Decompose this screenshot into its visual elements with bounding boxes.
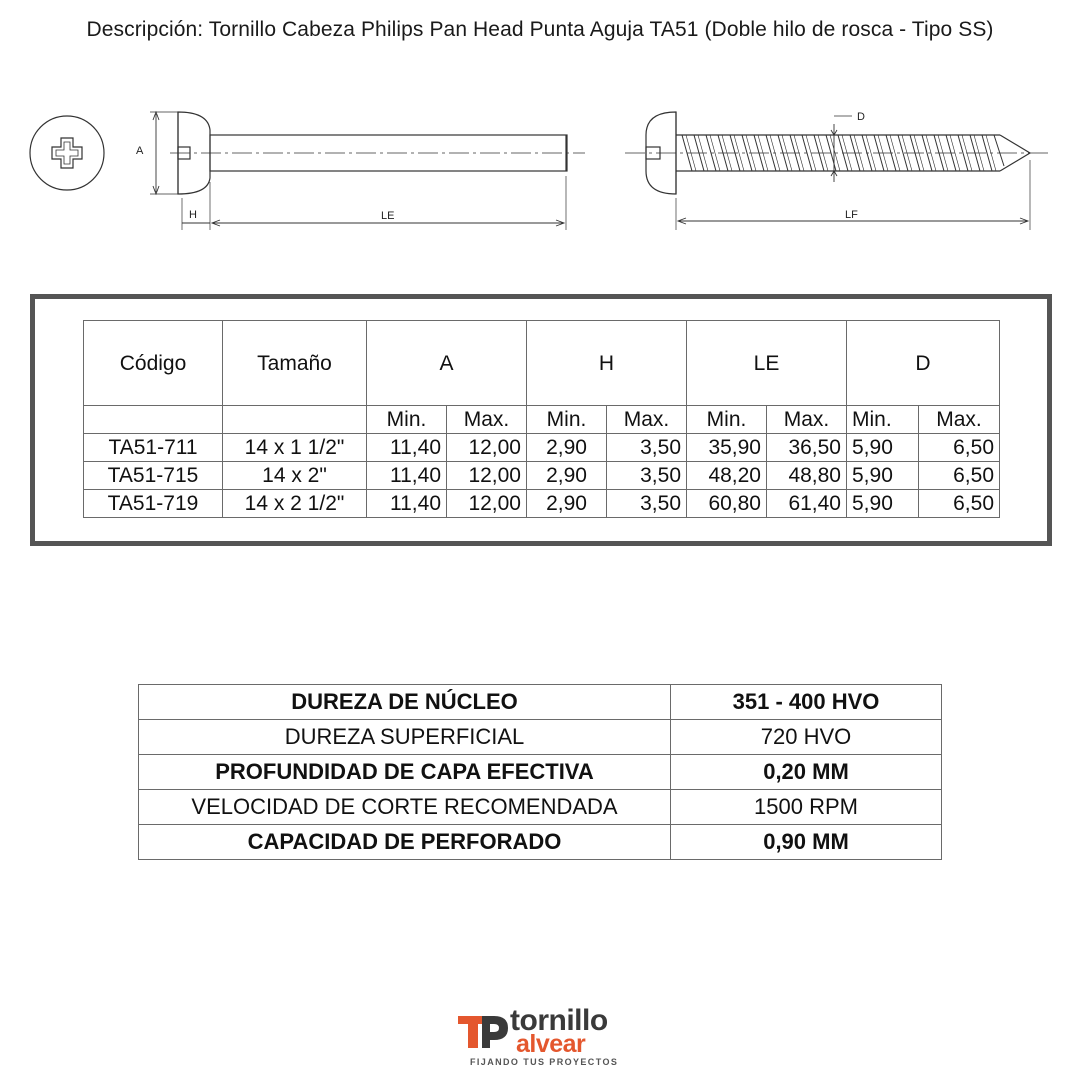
cell-h-max: 3,50	[607, 462, 687, 490]
subheader-min: Min.	[367, 406, 447, 434]
screw-technical-drawing	[0, 90, 1080, 260]
table-row	[139, 790, 942, 825]
cell-d-min: 5,90	[847, 434, 919, 462]
page-title: Descripción: Tornillo Cabeza Philips Pan Head Punta Aguja TA51 (Doble hilo de rosca - Tipo SS)	[86, 18, 994, 41]
header-h: H	[527, 321, 687, 406]
cell-h-max: 3,50	[607, 434, 687, 462]
header-tamano: Tamaño	[223, 321, 367, 406]
table-row	[139, 685, 942, 720]
subheader-min: Min.	[847, 406, 919, 434]
property-value: 351 - 400 HVO	[671, 685, 942, 720]
cell-h-max: 3,50	[607, 490, 687, 518]
table-row	[84, 434, 1000, 462]
label-a: A	[136, 145, 144, 157]
screw-side-view	[150, 112, 585, 230]
dimensions-frame	[30, 294, 1052, 546]
property-value: 0,90 MM	[671, 825, 942, 860]
cell-a-min: 11,40	[367, 434, 447, 462]
cell-a-max: 12,00	[447, 462, 527, 490]
label-le: LE	[381, 210, 395, 222]
cell-d-min: 5,90	[847, 490, 919, 518]
cell-le-min: 35,90	[687, 434, 767, 462]
subheader-empty	[84, 406, 223, 434]
subheader-max: Max.	[767, 406, 847, 434]
property-label: DUREZA SUPERFICIAL	[139, 720, 671, 755]
table-row	[84, 490, 1000, 518]
properties-table	[138, 684, 942, 860]
property-label: PROFUNDIDAD DE CAPA EFECTIVA	[139, 755, 671, 790]
table-row	[139, 755, 942, 790]
subheader-min: Min.	[687, 406, 767, 434]
cell-d-max: 6,50	[919, 490, 1000, 518]
dimensions-table	[83, 320, 1000, 518]
property-value: 0,20 MM	[671, 755, 942, 790]
cell-h-min: 2,90	[527, 490, 607, 518]
subheader-max: Max.	[919, 406, 1000, 434]
cell-le-max: 48,80	[767, 462, 847, 490]
subheader-empty	[223, 406, 367, 434]
cell-codigo: TA51-711	[84, 434, 223, 462]
cell-a-max: 12,00	[447, 434, 527, 462]
cell-le-max: 61,40	[767, 490, 847, 518]
cell-le-min: 48,20	[687, 462, 767, 490]
header-le: LE	[687, 321, 847, 406]
cell-tamano: 14 x 2"	[223, 462, 367, 490]
property-label: DUREZA DE NÚCLEO	[139, 685, 671, 720]
logo-mark-icon	[458, 1014, 510, 1050]
property-value: 1500 RPM	[671, 790, 942, 825]
cell-le-min: 60,80	[687, 490, 767, 518]
logo-word-top: tornillo	[510, 1004, 608, 1037]
cell-d-max: 6,50	[919, 434, 1000, 462]
label-lf: LF	[845, 209, 858, 221]
cell-le-max: 36,50	[767, 434, 847, 462]
property-label: VELOCIDAD DE CORTE RECOMENDADA	[139, 790, 671, 825]
logo-word-bottom: alvear	[516, 1030, 586, 1058]
property-value: 720 HVO	[671, 720, 942, 755]
cell-codigo: TA51-715	[84, 462, 223, 490]
header-d: D	[847, 321, 1000, 406]
head-top-view	[30, 116, 104, 190]
header-a: A	[367, 321, 527, 406]
cell-tamano: 14 x 1 1/2"	[223, 434, 367, 462]
cell-a-min: 11,40	[367, 462, 447, 490]
property-label: CAPACIDAD DE PERFORADO	[139, 825, 671, 860]
subheader-max: Max.	[447, 406, 527, 434]
table-row	[84, 462, 1000, 490]
subheader-min: Min.	[527, 406, 607, 434]
brand-logo	[458, 1004, 628, 1070]
cell-tamano: 14 x 2 1/2"	[223, 490, 367, 518]
cell-a-max: 12,00	[447, 490, 527, 518]
label-h: H	[189, 209, 197, 221]
logo-tagline: FIJANDO TUS PROYECTOS	[470, 1057, 619, 1067]
cell-h-min: 2,90	[527, 462, 607, 490]
label-d: D	[857, 111, 865, 123]
dims-subheader-row	[84, 406, 1000, 434]
cell-d-min: 5,90	[847, 462, 919, 490]
cell-a-min: 11,40	[367, 490, 447, 518]
screw-threaded-view	[625, 112, 1052, 230]
dims-header-row	[84, 321, 1000, 406]
table-row	[139, 720, 942, 755]
header-codigo: Código	[84, 321, 223, 406]
cell-d-max: 6,50	[919, 462, 1000, 490]
cell-codigo: TA51-719	[84, 490, 223, 518]
subheader-max: Max.	[607, 406, 687, 434]
table-row	[139, 825, 942, 860]
cell-h-min: 2,90	[527, 434, 607, 462]
